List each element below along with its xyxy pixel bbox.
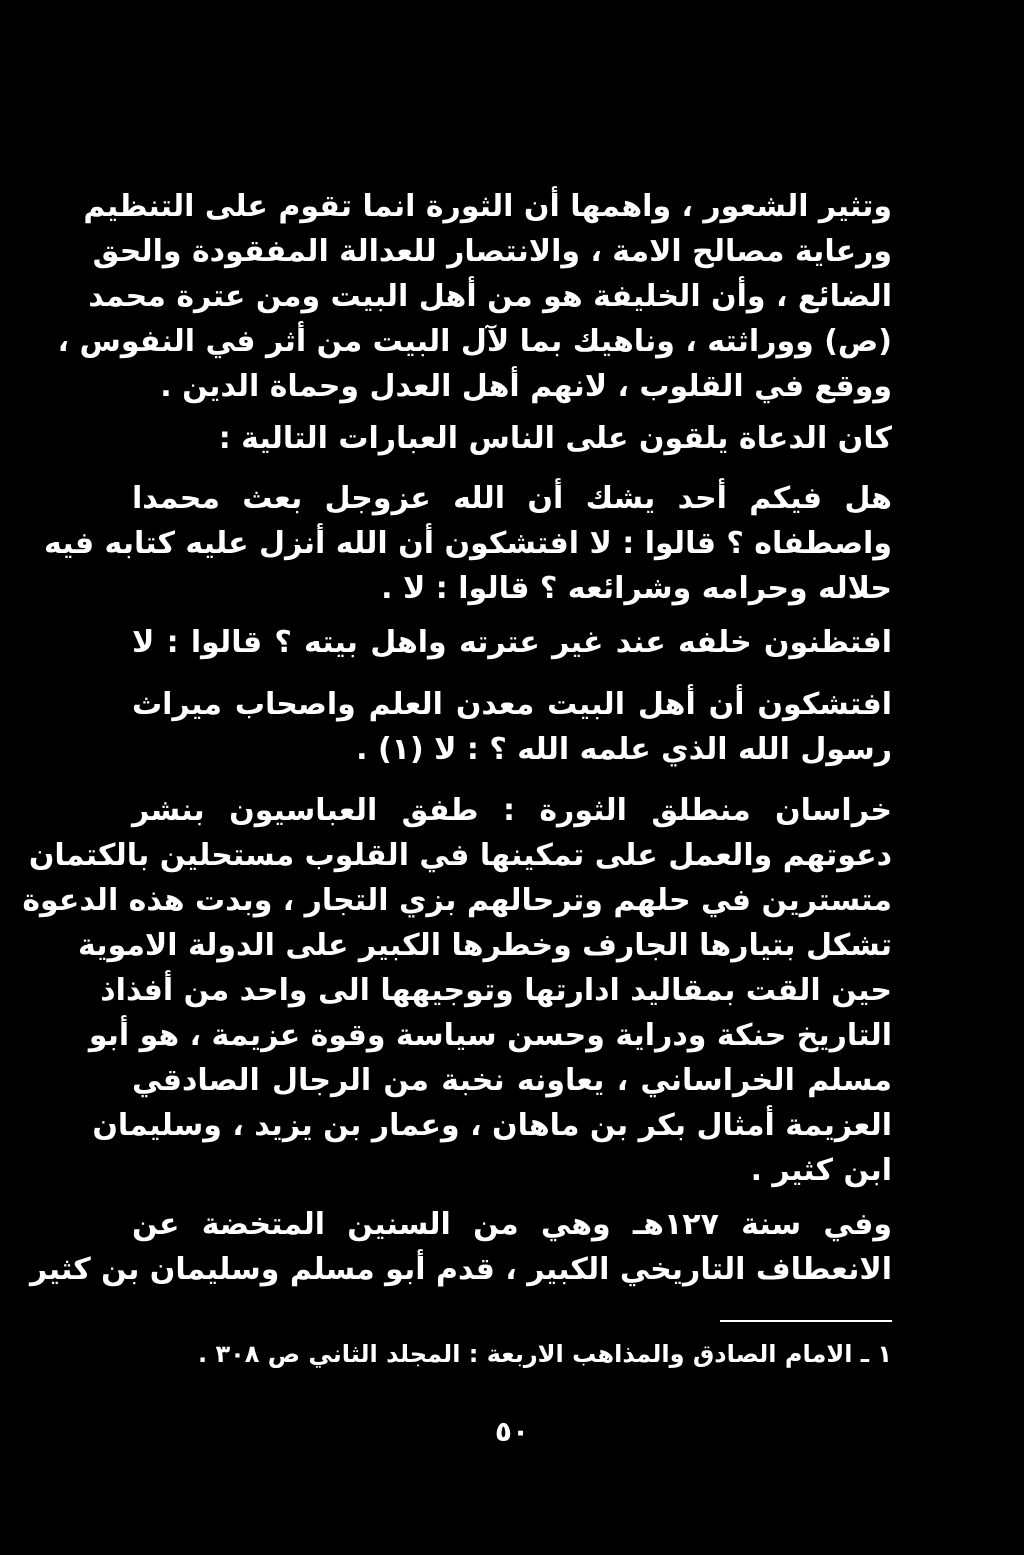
text-line: ووقع في القلوب ، لانهم أهل العدل وحماة الدين . — [160, 369, 892, 404]
text-line: حين القت بمقاليد ادارتها وتوجيهها الى واحد من أفذاذ — [100, 973, 892, 1008]
text-line: العزيمة أمثال بكر بن ماهان ، وعمار بن يزيد ، وسليمان — [92, 1108, 892, 1143]
text-line: هل فيكم أحد يشك أن الله عزوجل بعث محمدا — [132, 481, 892, 516]
text-line: (ص) ووراثته ، وناهيك بما لآل البيت من أثر في النفوس ، — [57, 324, 892, 359]
text-line: ورعاية مصالح الامة ، والانتصار للعدالة المفقودة والحق — [92, 234, 892, 269]
text-line: وتثير الشعور ، واهمها أن الثورة انما تقوم على التنظيم — [83, 189, 892, 224]
text-line: تشكل بتيارها الجارف وخطرها الكبير على الدولة الاموية — [78, 928, 892, 963]
text-line: افتظنون خلفه عند غير عترته واهل بيته ؟ قالوا : لا — [132, 625, 892, 660]
footnote-separator — [720, 1320, 892, 1322]
text-line: متسترين في حلهم وترحالهم بزي التجار ، وبدت هذه الدعوة — [22, 883, 892, 918]
text-line: مسلم الخراساني ، يعاونه نخبة من الرجال الصادقي — [132, 1063, 892, 1098]
text-line: واصطفاه ؟ قالوا : لا افتشكون أن الله أنزل عليه كتابه فيه — [44, 526, 892, 561]
text-line: كان الدعاة يلقون على الناس العبارات التالية : — [218, 421, 892, 456]
text-line: ابن كثير . — [750, 1153, 892, 1188]
text-line: وفي سنة ١٢٧هـ وهي من السنين المتخضة عن — [132, 1207, 892, 1242]
footnote: ١ ـ الامام الصادق والمذاهب الاربعة : المجلد الثاني ص ٣٠٨ . — [198, 1340, 892, 1368]
text-line: افتشكون أن أهل البيت معدن العلم واصحاب ميراث — [132, 687, 892, 722]
text-line: دعوتهم والعمل على تمكينها في القلوب مستحلين بالكتمان — [28, 838, 892, 873]
text-line: التاريخ حنكة ودراية وحسن سياسة وقوة عزيمة ، هو أبو — [88, 1018, 892, 1053]
text-line: الضائع ، وأن الخليفة هو من أهل البيت ومن عترة محمد — [88, 279, 892, 314]
text-line: رسول الله الذي علمه الله ؟ : لا (١) . — [356, 732, 892, 767]
section-heading-line: خراسان منطلق الثورة : طفق العباسيون بنشر — [132, 793, 892, 828]
text-line: الانعطاف التاريخي الكبير ، قدم أبو مسلم وسليمان بن كثير — [30, 1252, 892, 1287]
page-number: ٥٠ — [494, 1415, 530, 1448]
text-line: حلاله وحرامه وشرائعه ؟ قالوا : لا . — [381, 571, 892, 606]
